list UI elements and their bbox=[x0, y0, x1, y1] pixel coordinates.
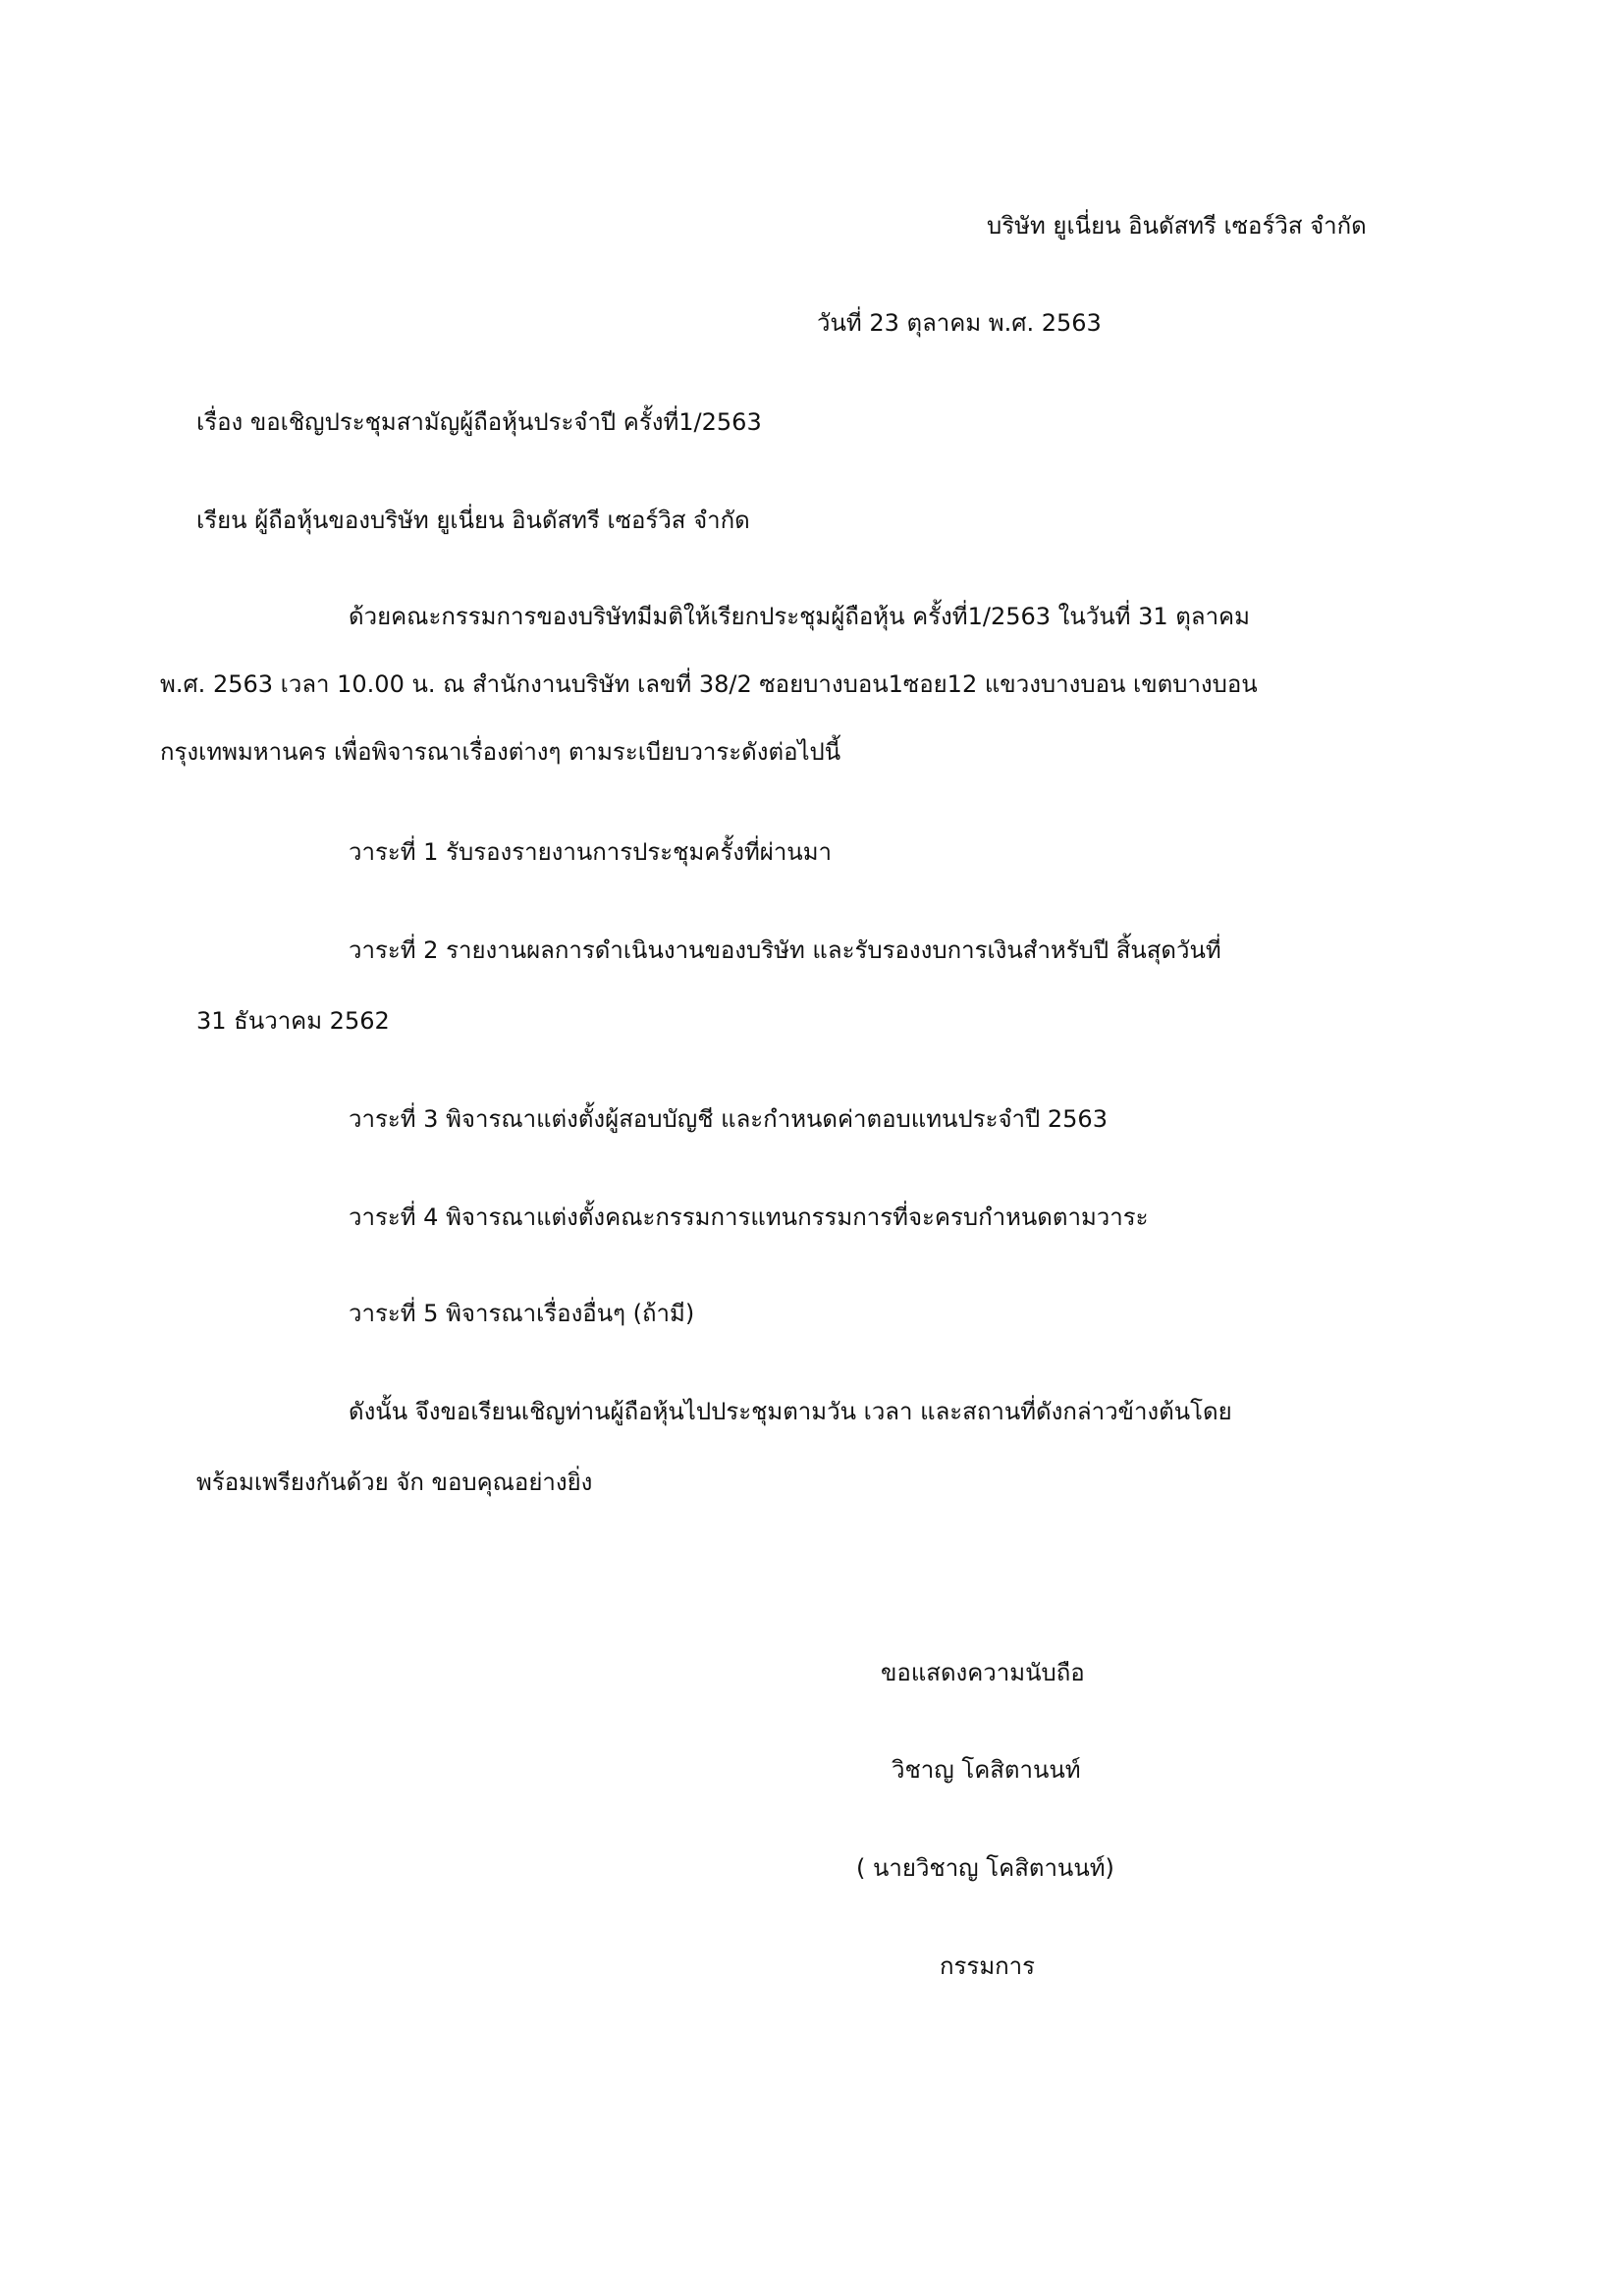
closing-paragraph-line: พร้อมเพรียงกันด้วย จัก ขอบคุณอย่างยิ่ง bbox=[196, 1468, 593, 1496]
agenda-item-4: วาระที่ 4 พิจารณาแต่งตั้งคณะกรรมการแทนกรรมการที่จะครบกำหนดตามวาระ bbox=[349, 1203, 1149, 1231]
signature-regards: ขอแสดงความนับถือ bbox=[881, 1659, 1085, 1686]
closing-paragraph-line: ดังนั้น จึงขอเรียนเชิญท่านผู้ถือหุ้นไปประชุมตามวัน เวลา และสถานที่ดังกล่าวข้างต้นโดย bbox=[349, 1398, 1232, 1425]
agenda-item-2: วาระที่ 2 รายงานผลการดำเนินงานของบริษัท และรับรองงบการเงินสำหรับปี สิ้นสุดวันที่ bbox=[349, 936, 1221, 964]
agenda-item-5: วาระที่ 5 พิจารณาเรื่องอื่นๆ (ถ้ามี) bbox=[349, 1300, 695, 1327]
intro-paragraph-line: ด้วยคณะกรรมการของบริษัทมีมติให้เรียกประชุมผู้ถือหุ้น ครั้งที่1/2563 ในวันที่ 31 ตุลาคม bbox=[349, 603, 1250, 630]
agenda-item-1: วาระที่ 1 รับรองรายงานการประชุมครั้งที่ผ่านมา bbox=[349, 838, 833, 866]
letter-recipient: เรียน ผู้ถือหุ้นของบริษัท ยูเนี่ยน อินดัสทรี เซอร์วิส จำกัด bbox=[196, 507, 750, 534]
signature-name: วิชาญ โคสิตานนท์ bbox=[892, 1756, 1081, 1784]
agenda-item-2-continuation: 31 ธันวาคม 2562 bbox=[196, 1007, 390, 1035]
company-header: บริษัท ยูเนี่ยน อินดัสทรี เซอร์วิส จำกัด bbox=[987, 212, 1367, 240]
signature-title: กรรมการ bbox=[940, 1952, 1036, 1980]
letter-subject: เรื่อง ขอเชิญประชุมสามัญผู้ถือหุ้นประจำปี ครั้งที่1/2563 bbox=[196, 408, 762, 436]
agenda-item-3: วาระที่ 3 พิจารณาแต่งตั้งผู้สอบบัญชี และกำหนดค่าตอบแทนประจำปี 2563 bbox=[349, 1105, 1108, 1133]
signature-full-name: ( นายวิชาญ โคสิตานนท์) bbox=[856, 1854, 1114, 1882]
letter-date: วันที่ 23 ตุลาคม พ.ศ. 2563 bbox=[817, 309, 1102, 337]
intro-paragraph-line: กรุงเทพมหานคร เพื่อพิจารณาเรื่องต่างๆ ตามระเบียบวาระดังต่อไปนี้ bbox=[160, 738, 841, 766]
intro-paragraph-line: พ.ศ. 2563 เวลา 10.00 น. ณ สำนักงานบริษัท เลขที่ 38/2 ซอยบางบอน1ซอย12 แขวงบางบอน เขตบางบอน bbox=[160, 670, 1258, 698]
